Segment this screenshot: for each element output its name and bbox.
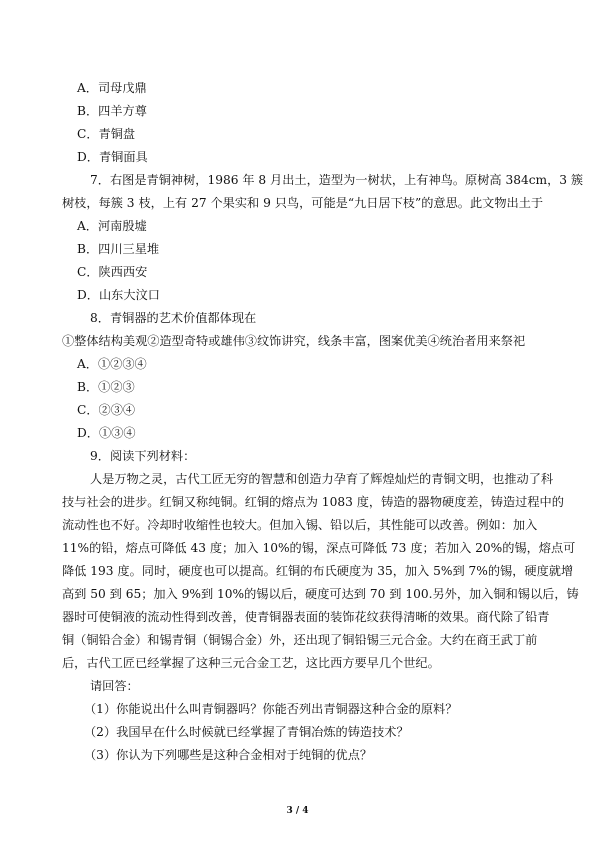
q9-material-line-4: 11%的铅，熔点可降低 43 度；加入 10%的锡，深点可降低 73 度；若加入 20%的锡，熔点可 — [62, 541, 576, 555]
q9-material-line-8: 铜（铜铅合金）和锡青铜（铜锡合金）外，还出现了铜铅锡三元合金。大约在商王武丁前 — [62, 633, 538, 647]
q6-option-b: B．四羊方尊 — [77, 104, 147, 118]
q7-option-d: D．山东大汶口 — [77, 288, 160, 302]
q9-material-line-2: 技与社会的进步。红铜又称纯铜。红铜的熔点为 1083 度，铸造的器物硬度差，铸造过程中的 — [62, 495, 564, 509]
q9-subquestion-3: （3）你认为下列哪些是这种合金相对于纯铜的优点？ — [84, 748, 373, 762]
q9-material-line-3: 流动性也不好。冷却时收缩性也较大。但加入锡、铅以后，其性能可以改善。例如：加入 — [62, 518, 538, 532]
q8-option-a: A．①②③④ — [77, 357, 147, 371]
q8-option-d: D．①③④ — [77, 426, 136, 440]
q7-stem-line-2: 树枝，每簇 3 枝，上有 27 个果实和 9 只鸟，可能是“九日居下枝”的意思。此文物出土于 — [62, 196, 544, 210]
q7-option-a: A．河南殷墟 — [77, 219, 147, 233]
q7-stem-line-1: 7．右图是青铜神树，1986 年 8 月出土，造型为一树状，上有神鸟。原树高 384cm，3 簇 — [90, 173, 584, 187]
q8-statement: ①整体结构美观②造型奇特或雄伟③纹饰讲究，线条丰富，图案优美④统治者用来祭祀 — [62, 334, 526, 348]
q6-option-c: C．青铜盘 — [77, 127, 136, 141]
q6-option-a: A．司母戊鼎 — [77, 81, 147, 95]
q9-subquestion-1: （1）你能说出什么叫青铜器吗？你能否列出青铜器这种合金的原料？ — [84, 702, 458, 716]
q9-material-line-1: 人是万物之灵，古代工匠无穷的智慧和创造力孕育了辉煌灿烂的青铜文明，也推动了科 — [90, 472, 554, 486]
q8-option-b: B．①②③ — [77, 380, 135, 394]
page-number: 3 / 4 — [286, 806, 309, 816]
q9-subquestion-2: （2）我国早在什么时候就已经掌握了青铜冶炼的铸造技术？ — [84, 725, 409, 739]
q7-option-c: C．陕西西安 — [77, 265, 148, 279]
q9-material-line-7: 器时可使铜液的流动性得到改善，使青铜器表面的装饰花纹获得清晰的效果。商代除了铅青 — [62, 610, 550, 624]
q8-option-c: C．②③④ — [77, 403, 136, 417]
q7-option-b: B．四川三星堆 — [77, 242, 160, 256]
q6-option-d: D．青铜面具 — [77, 150, 148, 164]
q9-stem: 9．阅读下列材料： — [90, 449, 196, 463]
q9-material-line-6: 高到 50 到 65；加入 9%到 10%的锡以后，硬度可达到 70 到 100.另外，加入铜和锡以后，铸 — [62, 587, 579, 601]
q9-answer-prompt: 请回答： — [90, 679, 139, 693]
q9-material-line-5: 降低 193 度。同时，硬度也可以提高。红铜的布氏硬度为 35，加入 5%到 7%的锡，硬度就增 — [62, 564, 574, 578]
q8-stem: 8．青铜器的艺术价值都体现在 — [90, 311, 257, 325]
q9-material-line-9: 后，古代工匠已经掌握了这种三元合金工艺，这比西方要早几个世纪。 — [62, 656, 440, 670]
